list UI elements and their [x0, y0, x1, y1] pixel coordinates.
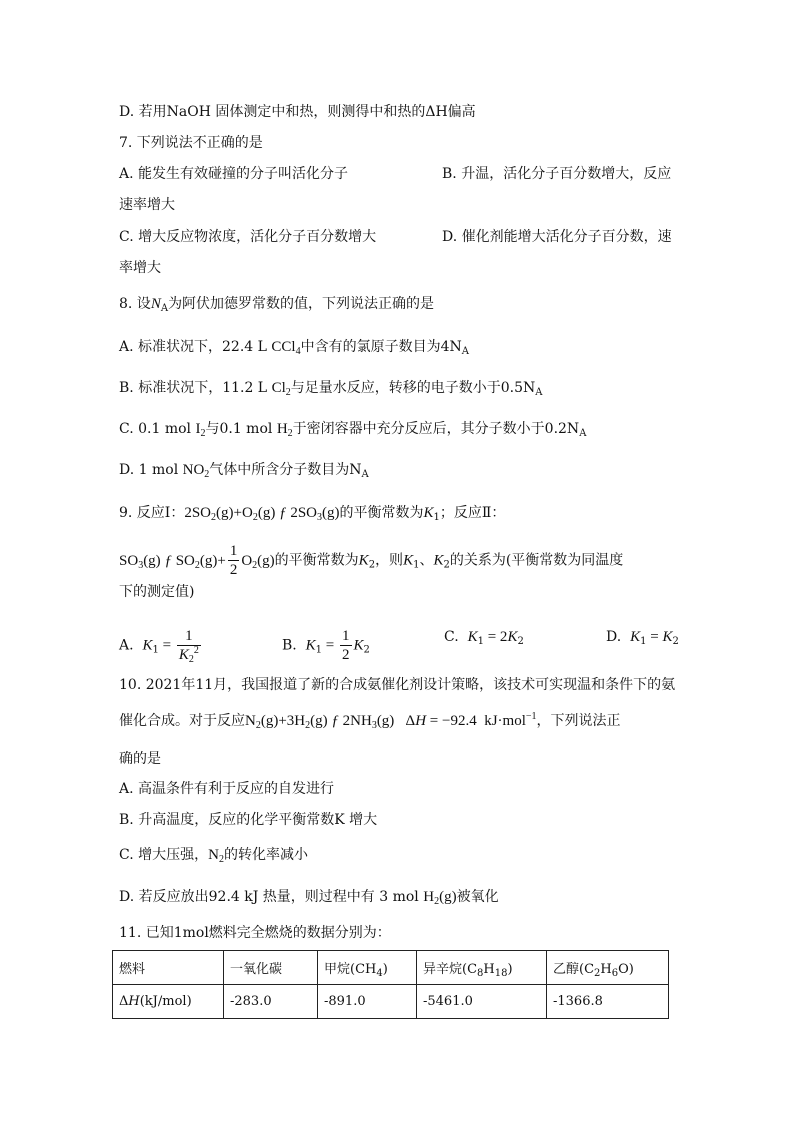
cell-ethanol-value: -1366.8	[547, 985, 669, 1019]
q8-option-c: C. 0.1 mol $I_2$与0.1 mol $H_2$于密闭容器中充分反应后，其分子数小于$0.2N_A$	[119, 421, 587, 439]
row-label-delta-h: ΔH(kJ/mol)	[113, 985, 224, 1019]
q9-line3: 下的测定值)	[119, 584, 195, 600]
header-cell-methane: 甲烷$(CH_4)$	[318, 951, 417, 985]
table-row	[113, 985, 669, 1019]
q6-option-d: D. 若用NaOH 固体测定中和热，则测得中和热的ΔH偏高	[119, 104, 476, 120]
q10-option-c: C. 增大压强，$N_2$的转化率减小	[119, 847, 308, 865]
q9-option-a: A. $K_1$ = $\frac{1}{K_2^2}$	[119, 628, 199, 665]
q7-option-a: A. 能发生有效碰撞的分子叫活化分子	[119, 166, 349, 182]
q10-line1: 10. 2021年11月，我国报道了新的合成氨催化剂设计策略，该技术可实现温和条件下的氨	[119, 677, 676, 693]
q9-line1: 9. 反应Ⅰ：$2SO_2(g)+O_2(g)$ ƒ $2SO_3(g)$的平衡常数为$K_1$；反应Ⅱ：	[119, 505, 506, 523]
fraction-half: $\frac{1}{2}$	[229, 543, 238, 578]
q11-stem: 11. 已知1mol燃料完全燃烧的数据分别为：	[119, 925, 391, 941]
q10-line3: 确的是	[119, 751, 161, 767]
q9-option-c: C. $K_1 = 2K_2$	[444, 629, 524, 647]
q9-option-b: B. $K_1$ = $\frac{1}{2}$ $K_2$	[282, 628, 370, 663]
q7-option-d-cont: 率增大	[119, 260, 161, 276]
q7-option-b-cont: 速率增大	[119, 197, 175, 213]
header-cell-fuel: 燃料	[113, 951, 224, 985]
q8-option-a: A. 标准状况下，22.4 L CCl$_4$中含有的氯原子数目为$4N_A$	[119, 339, 469, 357]
q10-line2: 催化合成。对于反应$N_2(g)+3H_2(g)$ ƒ $2NH_3(g) \Delta H = -92.4$ kJ·mol$^{-1}$，下列说法正	[119, 711, 621, 731]
header-cell-co: 一氧化碳	[224, 951, 318, 985]
cell-co-value: -283.0	[224, 985, 318, 1019]
q10-option-a: A. 高温条件有利于反应的自发进行	[119, 781, 335, 797]
header-cell-ethanol: 乙醇$(C_2H_6O)$	[547, 951, 669, 985]
q9-line2: $SO_3(g)$ ƒ $SO_2(g)+$ $\frac{1}{2}$ $O_2(g)$的平衡常数为$K_2$，则$K_1$、$K_2$的关系为(平衡常数为同温度	[119, 543, 624, 578]
q7-option-b: B. 升温，活化分子百分数增大，反应	[442, 166, 672, 182]
q8-stem: 8. 设$N_A$为阿伏加德罗常数的值，下列说法正确的是	[119, 296, 435, 314]
table-header-row	[113, 951, 669, 985]
q7-option-d: D. 催化剂能增大活化分子百分数，速	[442, 229, 672, 245]
q7-option-c: C. 增大反应物浓度，活化分子百分数增大	[119, 229, 377, 245]
fuel-data-table	[112, 950, 669, 1019]
q10-option-b: B. 升高温度，反应的化学平衡常数K 增大	[119, 812, 378, 828]
header-cell-isooctane: 异辛烷$(C_8H_{18})$	[417, 951, 547, 985]
cell-methane-value: -891.0	[318, 985, 417, 1019]
q8-option-d: D. 1 mol $NO_2$气体中所含分子数目为$N_A$	[119, 462, 369, 480]
q7-stem: 7. 下列说法不正确的是	[119, 135, 263, 151]
cell-isooctane-value: -5461.0	[417, 985, 547, 1019]
q9-option-d: D. $K_1 = K_2$	[606, 629, 679, 647]
q10-option-d: D. 若反应放出92.4 kJ 热量，则过程中有 3 mol $H_2(g)$被氧化	[119, 889, 499, 907]
q8-option-b: B. 标准状况下，11.2 L $Cl_2$与足量水反应，转移的电子数小于$0.5N_A$	[119, 380, 543, 398]
